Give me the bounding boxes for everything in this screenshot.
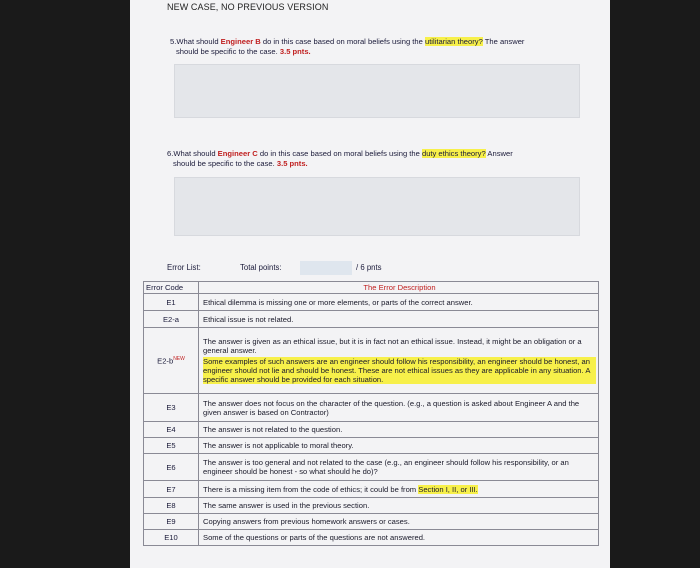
question-5-middle: do in this case based on moral beliefs using the — [260, 37, 425, 46]
error-description-cell — [199, 481, 599, 498]
error-description: Ethical dilemma is missing one or more elements, or parts of the correct answer. — [199, 294, 599, 311]
question-6-line1 — [167, 149, 587, 159]
answer-box-question-6[interactable] — [174, 177, 580, 236]
question-6-prefix: 6.What should — [167, 149, 218, 158]
table-row — [144, 481, 599, 498]
error-code: E1 — [144, 294, 199, 311]
question-6-engineer: Engineer C — [217, 149, 258, 158]
question-6 — [167, 149, 587, 169]
new-badge: NEW — [173, 356, 185, 363]
question-6-theory-highlight: duty ethics theory? — [421, 149, 486, 158]
table-row — [144, 311, 599, 328]
error-description: The answer is not related to the question. — [199, 422, 599, 438]
error-description-highlight: Some examples of such answers are an engineer should follow his responsibility, an engineer should be honest, an engineer should not lie and should be honest. These are not ethical issues as they are applicable in any situation. A specific answer should be provided for each situation. — [203, 357, 596, 384]
total-points-input[interactable] — [300, 261, 352, 275]
error-code: E8 — [144, 498, 199, 514]
error-description: There is a missing item from the code of ethics; it could be from — [203, 484, 419, 494]
header-error-description: The Error Description — [199, 282, 599, 294]
table-row — [144, 294, 599, 311]
table-row — [144, 454, 599, 481]
error-code-table — [143, 281, 599, 546]
error-code: E9 — [144, 514, 199, 530]
question-5-instruction: should be specific to the case. — [176, 47, 278, 56]
error-code: E5 — [144, 438, 199, 454]
error-description: Ethical issue is not related. — [199, 311, 599, 328]
question-6-instruction: should be specific to the case. — [173, 159, 275, 168]
table-header-row — [144, 282, 599, 294]
error-code-cell — [144, 328, 199, 394]
error-description: The answer is too general and not related to the case (e.g., an engineer should follow his responsibility, or an engineer should be honest - so what should he do)? — [199, 454, 599, 481]
error-description: The answer does not focus on the character of the question. (e.g., a question is asked about Engineer A and the given answer is based on Contractor) — [199, 394, 599, 422]
error-description-cell — [199, 328, 599, 394]
error-list-label: Error List: — [167, 263, 201, 272]
question-5-line1 — [170, 37, 590, 47]
error-description: The answer is given as an ethical issue, but it is in fact not an ethical issue. Instead, it might be an obligation or a general answer. — [203, 337, 582, 355]
table-row — [144, 394, 599, 422]
answer-box-question-5[interactable] — [174, 64, 580, 118]
error-description: The same answer is used in the previous section. — [199, 498, 599, 514]
error-code: E2-b — [157, 356, 174, 366]
table-row — [144, 530, 599, 546]
question-6-line2 — [167, 159, 587, 169]
page-header: NEW CASE, NO PREVIOUS VERSION — [167, 2, 329, 12]
question-6-points: 3.5 pnts. — [276, 159, 308, 168]
header-error-code: Error Code — [144, 282, 199, 294]
error-description: The answer is not applicable to moral theory. — [199, 438, 599, 454]
error-code: E3 — [144, 394, 199, 422]
question-6-middle: do in this case based on moral beliefs using the — [257, 149, 422, 158]
question-5-points: 3.5 pnts. — [279, 47, 311, 56]
table-row — [144, 514, 599, 530]
error-code: E6 — [144, 454, 199, 481]
question-5 — [170, 37, 590, 57]
question-5-suffix: The answer — [482, 37, 525, 46]
question-5-prefix: 5.What should — [170, 37, 221, 46]
total-points-label: Total points: — [240, 263, 282, 272]
question-5-line2 — [170, 47, 590, 57]
question-5-engineer: Engineer B — [220, 37, 261, 46]
error-code: E2-a — [144, 311, 199, 328]
total-points-max: / 6 pnts — [356, 263, 382, 272]
table-row — [144, 498, 599, 514]
table-row — [144, 328, 599, 394]
error-code: E7 — [144, 481, 199, 498]
error-code: E10 — [144, 530, 199, 546]
question-6-suffix: Answer — [485, 149, 513, 158]
question-5-theory-highlight: utilitarian theory? — [424, 37, 483, 46]
error-description-highlight: Section I, II, or III. — [418, 484, 478, 494]
error-code: E4 — [144, 422, 199, 438]
error-description: Copying answers from previous homework answers or cases. — [199, 514, 599, 530]
table-row — [144, 438, 599, 454]
table-row — [144, 422, 599, 438]
error-description: Some of the questions or parts of the questions are not answered. — [199, 530, 599, 546]
